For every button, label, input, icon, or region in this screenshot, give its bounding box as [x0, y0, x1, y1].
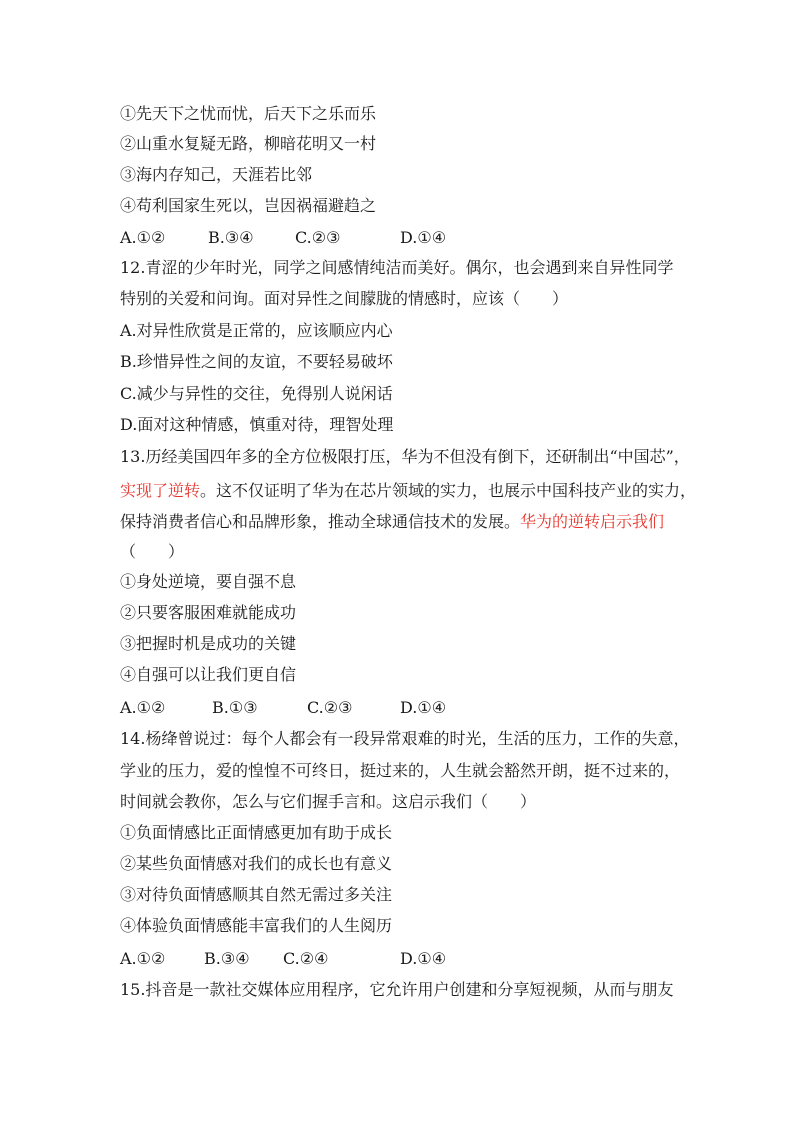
- q11-choices: [0, 227, 800, 249]
- q13-option-1: ①身处逆境，要自强不息: [120, 572, 297, 591]
- q12-option-a: A.对异性欣赏是正常的，应该顺应内心: [120, 321, 393, 340]
- q15-stem-line1: 15.抖音是一款社交媒体应用程序，它允许用户创建和分享短视频，从而与朋友: [120, 980, 674, 999]
- q14-option-4: ④体验负面情感能丰富我们的人生阅历: [120, 916, 393, 935]
- q11-choice-b: B.③④: [208, 228, 254, 247]
- q13-answer-bracket: （ ）: [120, 542, 185, 561]
- q11-option-2: ②山重水复疑无路，柳暗花明又一村: [120, 134, 377, 153]
- q12-stem-line2: 特别的关爱和问询。面对异性之间朦胧的情感时，应该（ ）: [120, 289, 569, 308]
- q13-choice-d: D.①④: [400, 698, 447, 717]
- q13-highlight-reversal: 实现了逆转: [120, 481, 201, 500]
- q13-option-4: ④自强可以让我们更自信: [120, 665, 297, 684]
- q12-stem-line1: 12.青涩的少年时光，同学之间感情纯洁而美好。偶尔，也会遇到来自异性同学: [120, 258, 674, 277]
- q14-stem-line3: 时间就会教你，怎么与它们握手言和。这启示我们（ ）: [120, 792, 537, 811]
- q14-option-2: ②某些负面情感对我们的成长也有意义: [120, 854, 393, 873]
- q13-choice-b: B.①③: [212, 698, 258, 717]
- q14-stem-line2: 学业的压力，爱的惶惶不可终日，挺过来的，人生就会豁然开朗，挺不过来的，: [120, 761, 681, 780]
- q14-choice-b: B.③④: [204, 949, 250, 968]
- q13-option-2: ②只要客服困难就能成功: [120, 603, 297, 622]
- q12-option-c: C.减少与异性的交往，免得别人说闲话: [120, 384, 393, 403]
- q11-choice-c: C.②③: [295, 228, 341, 247]
- q13-stem-line2: [120, 480, 696, 502]
- q14-choices: [0, 948, 800, 970]
- q13-choice-a: A.①②: [120, 698, 166, 717]
- q11-choice-a: A.①②: [120, 228, 166, 247]
- q14-choice-d: D.①④: [400, 949, 447, 968]
- q14-choice-a: A.①②: [120, 949, 166, 968]
- q13-stem-line2-rest: 。这不仅证明了华为在芯片领域的实力，也展示中国科技产业的实力，: [200, 481, 697, 500]
- q13-stem-line3-text: 保持消费者信心和品牌形象，推动全球通信技术的发展。: [120, 512, 521, 531]
- q13-highlight-prompt: 华为的逆转启示我们: [520, 512, 665, 531]
- q14-option-1: ①负面情感比正面情感更加有助于成长: [120, 823, 393, 842]
- q14-option-3: ③对待负面情感顺其自然无需过多关注: [120, 885, 393, 904]
- q13-stem-line1: 13.历经美国四年多的全方位极限打压，华为不但没有倒下，还研制出“中国芯”，: [120, 447, 690, 466]
- q12-option-b: B.珍惜异性之间的友谊，不要轻易破坏: [120, 352, 393, 371]
- q11-option-4: ④苟利国家生死以，岂因祸福避趋之: [120, 196, 377, 215]
- q11-option-3: ③海内存知己，天涯若比邻: [120, 165, 313, 184]
- q14-stem-line1: 14.杨绛曾说过：每个人都会有一段异常艰难的时光，生活的压力，工作的失意，: [120, 729, 690, 748]
- q13-choice-c: C.②③: [307, 698, 353, 717]
- q13-choices: [0, 697, 800, 719]
- q11-option-1: ①先天下之忧而忧，后天下之乐而乐: [120, 104, 377, 123]
- q14-choice-c: C.②④: [283, 949, 329, 968]
- q11-choice-d: D.①④: [400, 228, 447, 247]
- q12-option-d: D.面对这种情感，慎重对待，理智处理: [120, 415, 394, 434]
- q13-option-3: ③把握时机是成功的关键: [120, 634, 297, 653]
- q13-stem-line3: [120, 511, 664, 533]
